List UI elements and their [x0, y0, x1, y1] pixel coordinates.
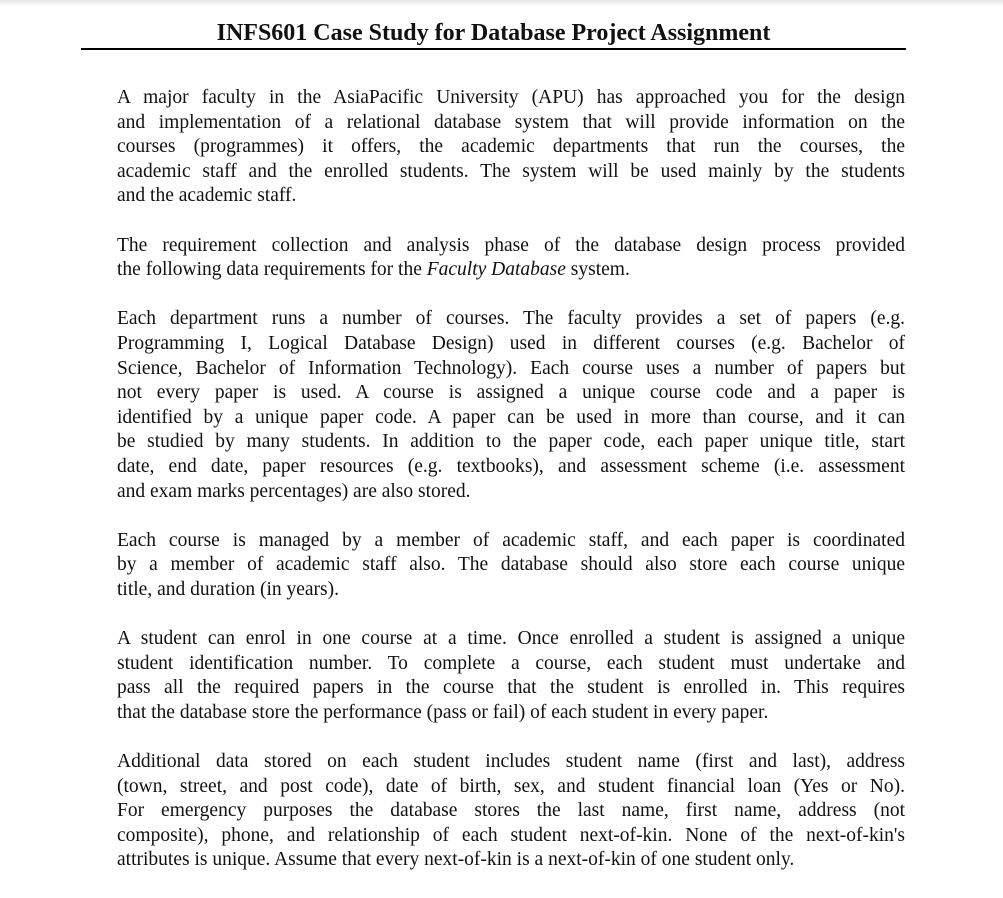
text-segment: system. — [565, 259, 630, 281]
title-underline — [81, 48, 906, 50]
paragraph-4 — [117, 529, 905, 603]
viewer-top-shadow — [0, 0, 1003, 6]
paragraph-line: student identification number. To complete a course, each student must undertake and — [117, 652, 905, 674]
paragraph-line: attributes is unique. Assume that every next-of-kin is a next-of-kin of one student only. — [117, 849, 795, 871]
document-title: INFS601 Case Study for Database Project Assignment — [216, 20, 771, 46]
paragraph-line: A major faculty in the AsiaPacific University (APU) has approached you for the design — [117, 87, 905, 108]
italic-term: Faculty Database — [426, 259, 566, 281]
paragraph-line: A student can enrol in one course at a time. Once enrolled a student is assigned a unique — [117, 628, 905, 650]
paragraph-line: (town, street, and post code), date of birth, sex, and student financial loan (Yes or No). — [117, 775, 905, 797]
paragraph-line: composite), phone, and relationship of each student next-of-kin. None of the next-of-kin's — [117, 824, 905, 846]
paragraph-line: Additional data stored on each student includes student name (first and last), address — [117, 751, 905, 773]
paragraph-line: courses (programmes) it offers, the academic departments that run the courses, the — [117, 136, 905, 158]
paragraph-line: and exam marks percentages) are also stored. — [117, 480, 471, 502]
paragraph-line: and the academic staff. — [117, 185, 297, 207]
paragraph-line: Each department runs a number of courses. The faculty provides a set of papers (e.g. — [117, 308, 905, 330]
paragraph-line: The requirement collection and analysis phase of the database design process provided — [117, 234, 905, 256]
paragraph-line: and implementation of a relational database system that will provide information on the — [117, 111, 905, 133]
paragraph-line: by a member of academic staff also. The database should also store each course unique — [117, 554, 905, 576]
paragraph-line: pass all the required papers in the course that the student is enrolled in. This requires — [117, 677, 905, 699]
paragraph-line: title, and duration (in years). — [117, 578, 340, 600]
paragraph-2 — [117, 234, 905, 283]
paragraph-line — [117, 258, 905, 283]
paragraph-line: date, end date, paper resources (e.g. textbooks), and assessment scheme (i.e. assessment — [117, 455, 905, 477]
paragraph-line: that the database store the performance (pass or fail) of each student in every paper. — [117, 701, 769, 723]
paragraph-line: not every paper is used. A course is assigned a unique course code and a paper is — [117, 382, 905, 404]
paragraph-line: For emergency purposes the database stores the last name, first name, address (not — [117, 800, 905, 822]
paragraph-line: be studied by many students. In addition to the paper code, each paper unique title, start — [117, 431, 905, 453]
paragraph-line: academic staff and the enrolled students. The system will be used mainly by the students — [117, 160, 905, 182]
text-segment: the following data requirements for the — [117, 259, 427, 281]
paragraph-line: identified by a unique paper code. A paper can be used in more than course, and it can — [117, 406, 905, 428]
paragraph-3 — [117, 307, 905, 504]
paragraph-line: Programming I, Logical Database Design) used in different courses (e.g. Bachelor of — [117, 332, 905, 354]
paragraph-6 — [117, 750, 905, 873]
paragraph-line: Each course is managed by a member of academic staff, and each paper is coordinated — [117, 529, 905, 551]
paragraph-5 — [117, 627, 905, 725]
document-body — [117, 86, 905, 898]
paragraph-line: Science, Bachelor of Information Technology). Each course uses a number of papers but — [117, 357, 905, 379]
paragraph-1 — [117, 86, 905, 209]
